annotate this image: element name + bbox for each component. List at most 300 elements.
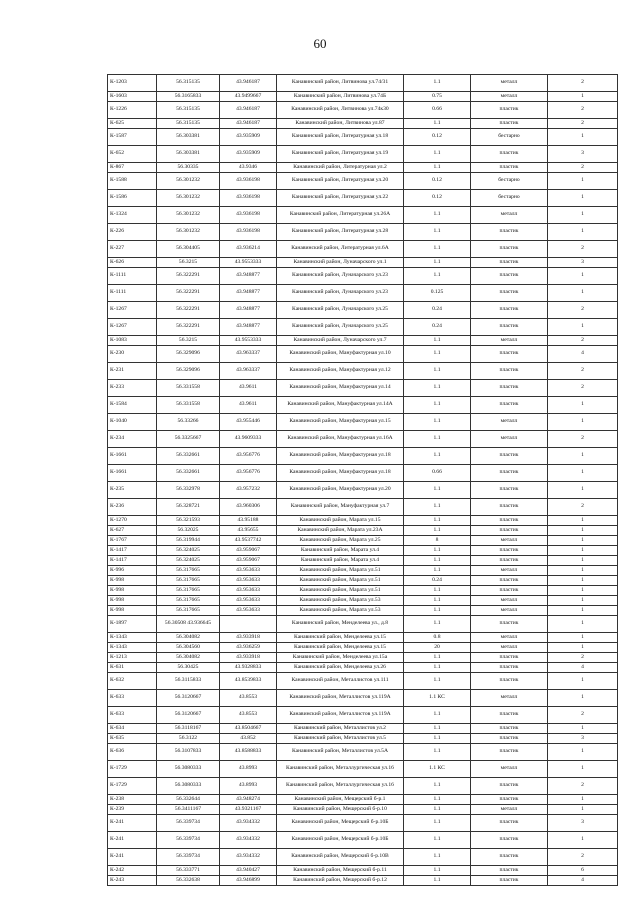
longitude-cell: 43.8553 (220, 707, 277, 724)
latitude-cell: 56.3215 (157, 258, 220, 268)
longitude-cell: 43.9537742 (220, 536, 277, 546)
volume-cell: 1.1 (404, 586, 471, 596)
address-cell: Канавинский район, Мануфактурная ул.14А (277, 397, 404, 414)
address-cell: Канавинский район, Марата ул.23А (277, 526, 404, 536)
address-cell: Канавинский район, Металлистов ул.119А (277, 707, 404, 724)
longitude-cell: 43.959067 (220, 556, 277, 566)
address-cell: Канавинский район, Луначарского ул.1 (277, 258, 404, 268)
longitude-cell: 43.963337 (220, 346, 277, 363)
table-row (108, 633, 618, 643)
material-cell: металл (471, 431, 548, 448)
count-cell: 1 (548, 526, 618, 536)
material-cell: пластик (471, 832, 548, 849)
site-id-cell: К-998 (108, 576, 157, 586)
table-row (108, 616, 618, 633)
material-cell: пластик (471, 586, 548, 596)
table-row (108, 431, 618, 448)
volume-cell: 1.1 КС (404, 761, 471, 778)
table-row (108, 805, 618, 815)
address-cell: Канавинский район, Металлистов ул.5А (277, 744, 404, 761)
site-id-cell: К-652 (108, 146, 157, 163)
table-row (108, 129, 618, 146)
site-id-cell: К-627 (108, 526, 157, 536)
volume-cell: 1.1 (404, 363, 471, 380)
longitude-cell: 43.946187 (220, 102, 277, 119)
count-cell: 1 (548, 690, 618, 707)
count-cell: 1 (548, 92, 618, 102)
site-id-cell: К-226 (108, 224, 157, 241)
table-row (108, 516, 618, 526)
table-body (108, 75, 618, 886)
address-cell: Канавинский район, Менделеева ул.26 (277, 663, 404, 673)
material-cell: пластик (471, 707, 548, 724)
latitude-cell: 56.321593 (157, 516, 220, 526)
table-row (108, 75, 618, 92)
count-cell: 4 (548, 663, 618, 673)
table-row (108, 146, 618, 163)
site-id-cell: К-1767 (108, 536, 157, 546)
address-cell: Канавинский район, Литературная ул.22 (277, 190, 404, 207)
volume-cell: 1.1 (404, 606, 471, 616)
count-cell: 3 (548, 815, 618, 832)
count-cell: 1 (548, 576, 618, 586)
longitude-cell: 43.956776 (220, 465, 277, 482)
volume-cell: 1.1 (404, 876, 471, 886)
material-cell: пластик (471, 346, 548, 363)
volume-cell: 1.1 (404, 596, 471, 606)
site-id-cell: К-635 (108, 734, 157, 744)
count-cell: 2 (548, 778, 618, 795)
volume-cell: 0.24 (404, 302, 471, 319)
volume-cell: 0.12 (404, 190, 471, 207)
material-cell: пластик (471, 526, 548, 536)
address-cell: Канавинский район, Литвинова ул.74/31 (277, 75, 404, 92)
longitude-cell: 43.95188 (220, 516, 277, 526)
latitude-cell: 56.3325667 (157, 431, 220, 448)
table-row (108, 173, 618, 190)
table-row (108, 346, 618, 363)
site-id-cell: К-996 (108, 566, 157, 576)
volume-cell: 1.1 (404, 805, 471, 815)
site-id-cell: К-1343 (108, 633, 157, 643)
count-cell: 1 (548, 414, 618, 431)
latitude-cell: 56.331558 (157, 397, 220, 414)
address-cell: Канавинский район, Металлургическая ул.16 (277, 778, 404, 795)
material-cell: пластик (471, 146, 548, 163)
material-cell: пластик (471, 556, 548, 566)
volume-cell: 1.1 (404, 207, 471, 224)
site-id-cell: К-234 (108, 431, 157, 448)
site-id-cell: К-233 (108, 380, 157, 397)
site-id-cell: К-241 (108, 849, 157, 866)
volume-cell: 1.1 (404, 499, 471, 516)
material-cell: пластик (471, 258, 548, 268)
longitude-cell: 43.936259 (220, 643, 277, 653)
volume-cell: 1.1 (404, 516, 471, 526)
address-cell: Канавинский район, Литвинова ул.87 (277, 119, 404, 129)
latitude-cell: 56.317665 (157, 606, 220, 616)
longitude-cell: 43.935909 (220, 146, 277, 163)
latitude-cell: 56.322291 (157, 268, 220, 285)
containers-table (107, 74, 618, 886)
latitude-cell: 56.32025 (157, 526, 220, 536)
material-cell: пластик (471, 163, 548, 173)
material-cell: пластик (471, 224, 548, 241)
volume-cell: 1.1 (404, 431, 471, 448)
table-row (108, 734, 618, 744)
volume-cell: 0.125 (404, 285, 471, 302)
latitude-cell: 56.3215 (157, 336, 220, 346)
latitude-cell: 56.332978 (157, 482, 220, 499)
table-row (108, 448, 618, 465)
latitude-cell: 56.304405 (157, 241, 220, 258)
volume-cell: 1.1 (404, 336, 471, 346)
material-cell: пластик (471, 241, 548, 258)
address-cell: Канавинский район, Мещерский б-р.10Б (277, 832, 404, 849)
address-cell: Канавинский район, Литвинова ул.74к30 (277, 102, 404, 119)
volume-cell: 1.1 (404, 75, 471, 92)
table-row (108, 268, 618, 285)
material-cell: металл (471, 596, 548, 606)
site-id-cell: К-1729 (108, 778, 157, 795)
volume-cell: 1.1 (404, 414, 471, 431)
volume-cell: 1.1 (404, 653, 471, 663)
longitude-cell: 43.8553 (220, 690, 277, 707)
material-cell: металл (471, 761, 548, 778)
site-id-cell: К-235 (108, 482, 157, 499)
longitude-cell: 43.963337 (220, 363, 277, 380)
address-cell: Канавинский район, Марата ул.53 (277, 596, 404, 606)
table-row (108, 663, 618, 673)
volume-cell: 0.12 (404, 173, 471, 190)
material-cell: пластик (471, 319, 548, 336)
volume-cell: 1.1 (404, 795, 471, 805)
longitude-cell: 43.953633 (220, 576, 277, 586)
count-cell: 1 (548, 832, 618, 849)
latitude-cell: 56.3080333 (157, 761, 220, 778)
latitude-cell: 56.301232 (157, 224, 220, 241)
volume-cell: 1.1 (404, 258, 471, 268)
material-cell: металл (471, 633, 548, 643)
material-cell: металл (471, 75, 548, 92)
site-id-cell: К-633 (108, 707, 157, 724)
longitude-cell: 43.95655 (220, 526, 277, 536)
address-cell: Канавинский район, Мануфактурная ул.20 (277, 482, 404, 499)
material-cell: металл (471, 414, 548, 431)
volume-cell: 1.1 (404, 724, 471, 734)
address-cell: Канавинский район, Марата ул.4 (277, 546, 404, 556)
site-id-cell: К-1111 (108, 285, 157, 302)
count-cell: 1 (548, 805, 618, 815)
site-id-cell: К-242 (108, 866, 157, 876)
address-cell: Канавинский район, Металлистов ул.119А (277, 690, 404, 707)
address-cell: Канавинский район, Мещерский б-р.10 (277, 805, 404, 815)
latitude-cell: 56.3120667 (157, 690, 220, 707)
volume-cell: 0.75 (404, 92, 471, 102)
count-cell: 3 (548, 734, 618, 744)
material-cell: пластик (471, 516, 548, 526)
count-cell: 1 (548, 795, 618, 805)
count-cell: 1 (548, 566, 618, 576)
count-cell: 1 (548, 556, 618, 566)
longitude-cell: 43.9499667 (220, 92, 277, 102)
material-cell: пластик (471, 546, 548, 556)
address-cell: Канавинский район, Мещерский б-р.1 (277, 795, 404, 805)
site-id-cell: К-998 (108, 606, 157, 616)
site-id-cell: К-1213 (108, 653, 157, 663)
count-cell: 1 (548, 448, 618, 465)
table-row (108, 673, 618, 690)
longitude-cell: 43.948877 (220, 285, 277, 302)
site-id-cell: К-1226 (108, 102, 157, 119)
site-id-cell: К-227 (108, 241, 157, 258)
longitude-cell (220, 616, 277, 633)
address-cell: Канавинский район, Мануфактурная ул.14 (277, 380, 404, 397)
site-id-cell: К-1083 (108, 336, 157, 346)
address-cell: Канавинский район, Марата ул.51 (277, 576, 404, 586)
material-cell: пластик (471, 734, 548, 744)
volume-cell: 1.1 КС (404, 690, 471, 707)
material-cell: пластик (471, 849, 548, 866)
latitude-cell: 56.315135 (157, 119, 220, 129)
latitude-cell: 56.339734 (157, 832, 220, 849)
site-id-cell: К-1343 (108, 643, 157, 653)
count-cell: 2 (548, 241, 618, 258)
latitude-cell: 56.329096 (157, 363, 220, 380)
table-row (108, 849, 618, 866)
volume-cell: 1.1 (404, 663, 471, 673)
volume-cell: 0.24 (404, 319, 471, 336)
longitude-cell: 43.936198 (220, 190, 277, 207)
table-row (108, 241, 618, 258)
latitude-cell: 56.324025 (157, 546, 220, 556)
site-id-cell: К-1417 (108, 546, 157, 556)
address-cell: Канавинский район, Металлургическая ул.16 (277, 761, 404, 778)
table-row (108, 465, 618, 482)
count-cell: 1 (548, 465, 618, 482)
material-cell: пластик (471, 653, 548, 663)
site-id-cell: К-243 (108, 876, 157, 886)
longitude-cell: 43.946899 (220, 876, 277, 886)
table-row (108, 536, 618, 546)
count-cell: 1 (548, 516, 618, 526)
count-cell: 1 (548, 586, 618, 596)
count-cell: 2 (548, 707, 618, 724)
site-id-cell: К-867 (108, 163, 157, 173)
site-id-cell: К-632 (108, 673, 157, 690)
latitude-cell: 56.304082 (157, 633, 220, 643)
volume-cell: 1.1 (404, 734, 471, 744)
address-cell: Канавинский район, Литературная ул.6А (277, 241, 404, 258)
material-cell: металл (471, 536, 548, 546)
longitude-cell: 43.956776 (220, 448, 277, 465)
material-cell: пластик (471, 465, 548, 482)
table-row (108, 285, 618, 302)
table-row (108, 119, 618, 129)
volume-cell: 0.66 (404, 465, 471, 482)
latitude-cell: 56.332661 (157, 448, 220, 465)
latitude-cell: 56.329096 (157, 346, 220, 363)
table-row (108, 876, 618, 886)
site-id-cell: К-1267 (108, 319, 157, 336)
address-cell: Канавинский район, Мещерский б-р.10В (277, 849, 404, 866)
longitude-cell: 43.934332 (220, 815, 277, 832)
volume-cell: 1.1 (404, 482, 471, 499)
latitude-cell: 56.315135 (157, 75, 220, 92)
latitude-cell: 56.301232 (157, 207, 220, 224)
site-id-cell: К-231 (108, 363, 157, 380)
volume-cell: 1.1 (404, 778, 471, 795)
address-cell: Канавинский район, Мануфактурная ул.18 (277, 465, 404, 482)
longitude-cell: 43.936198 (220, 207, 277, 224)
longitude-cell: 43.8993 (220, 778, 277, 795)
material-cell: бестарно (471, 129, 548, 146)
table-row (108, 258, 618, 268)
latitude-cell: 56.3107833 (157, 744, 220, 761)
site-id-cell: К-998 (108, 596, 157, 606)
material-cell: металл (471, 336, 548, 346)
address-cell: Канавинский район, Менделеева ул.15 (277, 633, 404, 643)
longitude-cell: 43.934332 (220, 849, 277, 866)
table-row (108, 546, 618, 556)
address-cell: Канавинский район, Мещерский б-р.12 (277, 876, 404, 886)
material-cell: металл (471, 92, 548, 102)
table-row (108, 102, 618, 119)
volume-cell: 1.1 (404, 556, 471, 566)
volume-cell: 1.1 (404, 673, 471, 690)
table-row (108, 815, 618, 832)
count-cell: 1 (548, 268, 618, 285)
longitude-cell: 43.934332 (220, 832, 277, 849)
count-cell: 1 (548, 190, 618, 207)
latitude-cell: 56.328721 (157, 499, 220, 516)
volume-cell: 8 (404, 536, 471, 546)
longitude-cell: 43.933918 (220, 633, 277, 643)
material-cell: пластик (471, 302, 548, 319)
material-cell: пластик (471, 663, 548, 673)
count-cell: 4 (548, 876, 618, 886)
material-cell: пластик (471, 448, 548, 465)
site-id-cell: К-1324 (108, 207, 157, 224)
latitude-cell: 56.303381 (157, 129, 220, 146)
latitude-cell: 56.33266 (157, 414, 220, 431)
material-cell: металл (471, 566, 548, 576)
material-cell: пластик (471, 576, 548, 586)
longitude-cell: 43.948877 (220, 302, 277, 319)
longitude-cell: 43.8504667 (220, 724, 277, 734)
longitude-cell: 43.852 (220, 734, 277, 744)
longitude-cell: 43.948877 (220, 268, 277, 285)
latitude-cell: 56.324025 (157, 556, 220, 566)
table-row (108, 319, 618, 336)
latitude-cell: 56.317665 (157, 586, 220, 596)
count-cell: 2 (548, 302, 618, 319)
count-cell: 1 (548, 643, 618, 653)
longitude-cell: 43.957232 (220, 482, 277, 499)
latitude-cell: 56.301232 (157, 173, 220, 190)
longitude-cell: 43.8993 (220, 761, 277, 778)
table-row (108, 336, 618, 346)
material-cell: пластик (471, 673, 548, 690)
table-row (108, 482, 618, 499)
site-id-cell: К-238 (108, 795, 157, 805)
material-cell: пластик (471, 499, 548, 516)
latitude-cell: 56.30508 43.936645 (157, 616, 220, 633)
material-cell: металл (471, 643, 548, 653)
latitude-cell: 56.30335 (157, 163, 220, 173)
latitude-cell: 56.322291 (157, 319, 220, 336)
volume-cell: 1.1 (404, 849, 471, 866)
volume-cell: 1.1 (404, 616, 471, 633)
latitude-cell: 56.322291 (157, 285, 220, 302)
site-id-cell: К-241 (108, 832, 157, 849)
site-id-cell: К-631 (108, 663, 157, 673)
count-cell: 1 (548, 285, 618, 302)
table-row (108, 795, 618, 805)
count-cell: 1 (548, 129, 618, 146)
longitude-cell: 43.9609333 (220, 431, 277, 448)
material-cell: пластик (471, 724, 548, 734)
address-cell: Канавинский район, Литературная ул.19 (277, 146, 404, 163)
longitude-cell: 43.959067 (220, 546, 277, 556)
table-row (108, 707, 618, 724)
material-cell: пластик (471, 102, 548, 119)
material-cell: пластик (471, 380, 548, 397)
longitude-cell: 43.940427 (220, 866, 277, 876)
latitude-cell: 56.332644 (157, 795, 220, 805)
site-id-cell: К-1040 (108, 414, 157, 431)
site-id-cell: К-1603 (108, 92, 157, 102)
site-id-cell: К-1588 (108, 173, 157, 190)
page-number: 60 (313, 36, 327, 51)
address-cell: Канавинский район, Мещерский б-р.11 (277, 866, 404, 876)
volume-cell: 1.1 (404, 526, 471, 536)
latitude-cell: 56.3411167 (157, 805, 220, 815)
longitude-cell: 43.953633 (220, 606, 277, 616)
table-row (108, 866, 618, 876)
count-cell: 1 (548, 724, 618, 734)
longitude-cell: 43.936198 (220, 173, 277, 190)
latitude-cell: 56.315135 (157, 102, 220, 119)
table-row (108, 92, 618, 102)
material-cell: металл (471, 690, 548, 707)
site-id-cell: К-1661 (108, 448, 157, 465)
latitude-cell: 56.331558 (157, 380, 220, 397)
longitude-cell: 43.9553333 (220, 258, 277, 268)
site-id-cell: К-633 (108, 690, 157, 707)
count-cell: 3 (548, 146, 618, 163)
count-cell: 1 (548, 616, 618, 633)
material-cell: пластик (471, 119, 548, 129)
address-cell: Канавинский район, Мещерский б-р.10Б (277, 815, 404, 832)
address-cell: Канавинский район, Мануфактурная ул.7 (277, 499, 404, 516)
count-cell: 4 (548, 346, 618, 363)
latitude-cell: 56.317665 (157, 566, 220, 576)
volume-cell: 0.66 (404, 102, 471, 119)
count-cell: 1 (548, 397, 618, 414)
table-row (108, 380, 618, 397)
material-cell: бестарно (471, 190, 548, 207)
volume-cell: 1.1 (404, 546, 471, 556)
longitude-cell: 43.935909 (220, 129, 277, 146)
count-cell: 1 (548, 319, 618, 336)
latitude-cell: 56.3120667 (157, 707, 220, 724)
latitude-cell: 56.3118167 (157, 724, 220, 734)
site-id-cell: К-236 (108, 499, 157, 516)
latitude-cell: 56.304560 (157, 643, 220, 653)
latitude-cell: 56.317665 (157, 596, 220, 606)
address-cell: Канавинский район, Марата ул.53 (277, 606, 404, 616)
